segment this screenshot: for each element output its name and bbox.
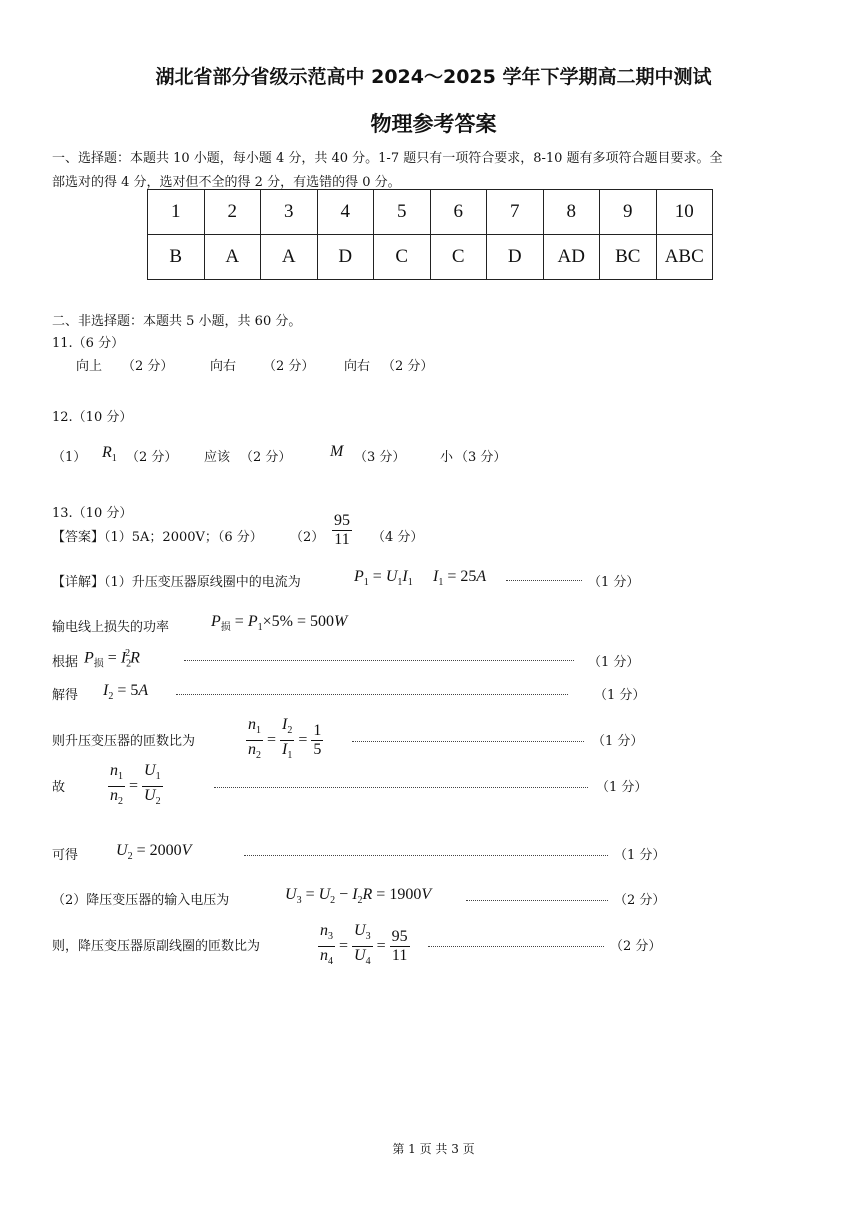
q13-answer-fraction: $\frac{95}{11}$ [334, 512, 350, 548]
q13-eq-stepdown: $U_3 = U_2 - I_2R = 1900V$ [285, 886, 432, 907]
leader-dots [506, 580, 582, 581]
question-number-cell: 9 [600, 190, 657, 235]
question-number-cell: 6 [430, 190, 487, 235]
q13-eq-basis: $P_损 = I_2^2R$ [84, 648, 140, 670]
q13-eq-solve: $I_2 = 5A$ [103, 682, 149, 703]
leader-dots [214, 787, 588, 788]
leader-dots [244, 855, 608, 856]
leader-dots [428, 946, 604, 947]
section2-intro: 二、非选择题：本题共 5 小题，共 60 分。 [52, 314, 302, 329]
q13-eq-so: $\frac{n_1}{n_2}$ = $\frac{U_1}{U_2}$ [110, 762, 161, 808]
answer-cell: BC [600, 235, 657, 280]
leader-dots [466, 900, 608, 901]
q13-solve-label: 解得 [52, 688, 79, 703]
q13-then-label: 则，降压变压器原副线圈的匝数比为 [52, 939, 261, 954]
q13-loss-label: 输电线上损失的功率 [52, 620, 170, 635]
q12-heading: 12.（10 分） [52, 410, 133, 425]
q12-score-3: （3 分） [354, 450, 406, 465]
q12-score-1: （2 分） [126, 450, 178, 465]
q13-score-so: （1 分） [596, 780, 648, 795]
page-title: 湖北省部分省级示范高中 2024～2025 学年下学期高二期中测试 [155, 66, 712, 88]
q12-answer-3: M [330, 443, 344, 460]
q13-answer-part2: （2） [290, 530, 325, 545]
question-number-cell: 5 [374, 190, 431, 235]
answer-cell: C [430, 235, 487, 280]
question-number-cell: 1 [148, 190, 205, 235]
q13-score-get: （1 分） [614, 848, 666, 863]
answer-table-number-row [148, 190, 713, 235]
q13-score-detail: （1 分） [588, 575, 640, 590]
question-number-cell: 10 [656, 190, 713, 235]
q12-score-4: （3 分） [455, 450, 507, 465]
q13-basis-label: 根据 [52, 655, 79, 670]
q13-eq-ratio: $\frac{n_1}{n_2}$ = $\frac{I_2}{I_1}$ = $\frac{1}{5}$ [248, 716, 322, 762]
q13-so-label: 故 [52, 780, 66, 795]
q12-answer-1: $R_1$ [102, 444, 117, 465]
q11-answer-2: 向右 [210, 359, 237, 374]
answer-cell: AD [543, 235, 600, 280]
leader-dots [184, 660, 574, 661]
q11-answer-1: 向上 [76, 359, 103, 374]
question-number-cell: 3 [261, 190, 318, 235]
q13-heading: 13.（10 分） [52, 506, 133, 521]
answer-cell: A [204, 235, 261, 280]
q13-eq-get: $U_2 = 2000V$ [116, 842, 192, 863]
q11-score-1: （2 分） [122, 359, 174, 374]
q13-score-ratio: （1 分） [592, 734, 644, 749]
answer-table [147, 189, 713, 280]
section1-intro-line1: 一、选择题：本题共 10 小题，每小题 4 分，共 40 分。1-7 题只有一项符合要求，8-10 题有多项符合题目要求。全 [52, 151, 723, 166]
q11-answer-3: 向右 [344, 359, 371, 374]
q13-eq-current: $I_1 = 25A$ [433, 568, 487, 589]
answer-cell: A [261, 235, 318, 280]
page-subtitle: 物理参考答案 [370, 112, 497, 136]
q12-score-2: （2 分） [240, 450, 292, 465]
q13-score-solve: （1 分） [594, 688, 646, 703]
q13-eq-then: $\frac{n_3}{n_4}$ = $\frac{U_3}{U_4}$ = $\frac{95}{11}$ [320, 922, 408, 968]
answer-cell: D [487, 235, 544, 280]
q13-stepdown-label: （2）降压变压器的输入电压为 [52, 893, 230, 908]
answer-cell: B [148, 235, 205, 280]
section1-intro-line2: 部选对的得 4 分，选对但不全的得 2 分，有选错的得 0 分。 [52, 175, 401, 190]
q13-ratio-label: 则升压变压器的匝数比为 [52, 734, 196, 749]
q11-score-2: （2 分） [263, 359, 315, 374]
answer-cell: C [374, 235, 431, 280]
q13-answer-score: （4 分） [372, 530, 424, 545]
q13-score-basis: （1 分） [588, 655, 640, 670]
q12-answer-2: 应该 [204, 450, 231, 465]
q12-part-label: （1） [52, 450, 87, 465]
leader-dots [176, 694, 568, 695]
q13-score-stepdown: （2 分） [614, 893, 666, 908]
question-number-cell: 4 [317, 190, 374, 235]
answer-cell: D [317, 235, 374, 280]
q13-detail-label: 【详解】（1）升压变压器原线圈中的电流为 [52, 575, 301, 590]
q13-eq-power: $P_1 = U_1I_1$ [354, 568, 413, 589]
answer-table-answer-row [148, 235, 713, 280]
leader-dots [352, 741, 584, 742]
q13-answer-label: 【答案】（1）5A；2000V；（6 分） [52, 530, 263, 545]
question-number-cell: 2 [204, 190, 261, 235]
page-footer: 第 1 页 共 3 页 [392, 1142, 475, 1156]
q12-answer-4: 小 [440, 450, 454, 465]
question-number-cell: 8 [543, 190, 600, 235]
answer-cell: ABC [656, 235, 713, 280]
q13-score-then: （2 分） [610, 939, 662, 954]
q11-heading: 11.（6 分） [52, 336, 125, 351]
q13-eq-loss: $P_损 = P_1\times 5\% = 500W$ [211, 613, 348, 634]
question-number-cell: 7 [487, 190, 544, 235]
q13-get-label: 可得 [52, 848, 79, 863]
q11-score-3: （2 分） [382, 359, 434, 374]
